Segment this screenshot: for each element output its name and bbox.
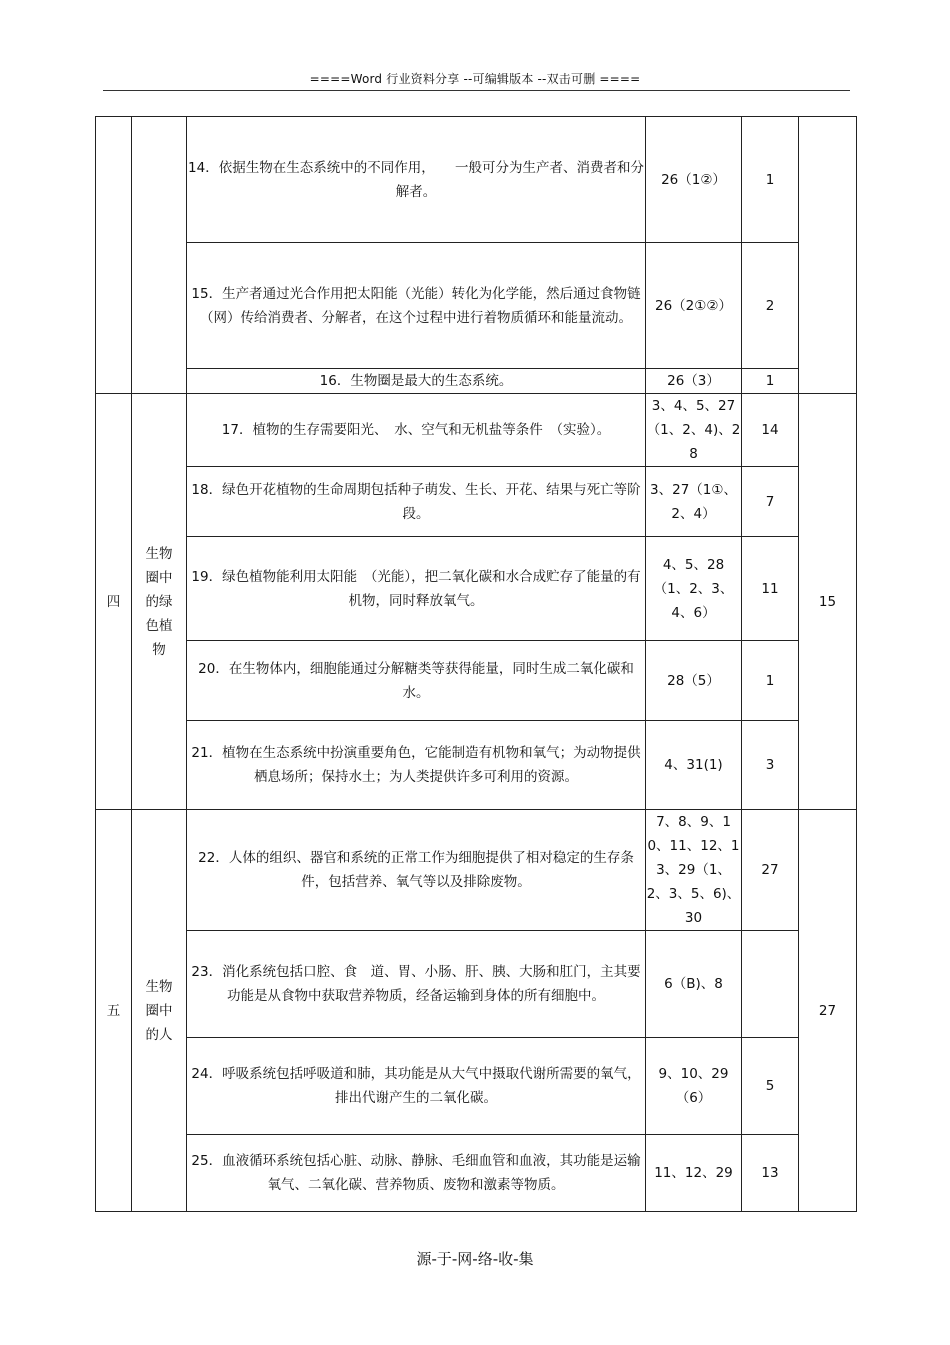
content-cell: 22．人体的组织、器官和系统的正常工作为细胞提供了相对稳定的生存条件，包括营养、氧气等以及排除废物。 xyxy=(187,810,646,931)
content-cell: 24．呼吸系统包括呼吸道和肺，其功能是从大气中摄取代谢所需要的氧气，排出代谢产生的二氧化碳。 xyxy=(187,1038,646,1135)
header-divider xyxy=(103,90,850,91)
unit-number-cell: 五 xyxy=(96,810,132,1212)
score-cell: 1 xyxy=(742,117,799,243)
content-cell: 16．生物圈是最大的生态系统。 xyxy=(187,369,646,394)
score-cell: 3 xyxy=(742,721,799,810)
content-cell: 20．在生物体内，细胞能通过分解糖类等获得能量，同时生成二氧化碳和水。 xyxy=(187,641,646,721)
unit-total-cell: 27 xyxy=(799,810,857,1212)
table-row xyxy=(96,1135,857,1212)
content-cell: 21．植物在生态系统中扮演重要角色，它能制造有机物和氧气；为动物提供栖息场所；保持水土；为人类提供许多可利用的资源。 xyxy=(187,721,646,810)
item-numbers-cell: 4、31(1) xyxy=(646,721,742,810)
item-numbers-cell: 3、4、5、27（1、2、4)、28 xyxy=(646,394,742,467)
item-numbers-cell: 11、12、29 xyxy=(646,1135,742,1212)
content-cell: 25．血液循环系统包括心脏、动脉、静脉、毛细血管和血液，其功能是运输氧气、二氧化碳、营养物质、废物和激素等物质。 xyxy=(187,1135,646,1212)
score-cell: 11 xyxy=(742,537,799,641)
table-row xyxy=(96,1038,857,1135)
table-row xyxy=(96,369,857,394)
page-header: ====Word 行业资料分享 --可编辑版本 --双击可删 ==== xyxy=(309,72,641,86)
unit-total-cell xyxy=(799,117,857,394)
score-cell: 7 xyxy=(742,467,799,537)
table-row xyxy=(96,537,857,641)
item-numbers-cell: 4、5、28（1、2、3、4、6） xyxy=(646,537,742,641)
score-cell: 1 xyxy=(742,369,799,394)
content-cell: 23．消化系统包括口腔、食 道、胃、小肠、肝、胰、大肠和肛门，主其要功能是从食物中获取营养物质，经备运输到身体的所有细胞中。 xyxy=(187,931,646,1038)
table-row xyxy=(96,810,857,931)
content-cell: 17．植物的生存需要阳光、 水、空气和无机盐等条件 （实验）。 xyxy=(187,394,646,467)
item-numbers-cell: 28（5） xyxy=(646,641,742,721)
table-row xyxy=(96,243,857,369)
score-cell: 14 xyxy=(742,394,799,467)
table-row xyxy=(96,641,857,721)
score-cell: 27 xyxy=(742,810,799,931)
item-numbers-cell: 26（3） xyxy=(646,369,742,394)
item-numbers-cell: 6（B)、8 xyxy=(646,931,742,1038)
score-cell: 1 xyxy=(742,641,799,721)
content-cell: 15．生产者通过光合作用把太阳能（光能）转化为化学能，然后通过食物链（网）传给消费者、分解者，在这个过程中进行着物质循环和能量流动。 xyxy=(187,243,646,369)
unit-number-cell: 四 xyxy=(96,394,132,810)
unit-number-cell xyxy=(96,117,132,394)
page-footer: 源-于-网-络-收-集 xyxy=(416,1250,534,1268)
item-numbers-cell: 9、10、29（6） xyxy=(646,1038,742,1135)
table-row xyxy=(96,721,857,810)
content-cell: 19．绿色植物能利用太阳能 （光能），把二氧化碳和水合成贮存了能量的有机物，同时释放氧气。 xyxy=(187,537,646,641)
unit-name-cell: 生物圈中的绿色植物 xyxy=(132,394,187,810)
table-row xyxy=(96,394,857,467)
item-numbers-cell: 7、8、9、10、11、12、13、29（1、2、3、5、6)、30 xyxy=(646,810,742,931)
item-numbers-cell: 26（2①②） xyxy=(646,243,742,369)
unit-name-cell: 生物圈中的人 xyxy=(132,810,187,1212)
score-cell: 5 xyxy=(742,1038,799,1135)
item-numbers-cell: 26（1②） xyxy=(646,117,742,243)
item-numbers-cell: 3、27（1①、2、4） xyxy=(646,467,742,537)
table-row xyxy=(96,931,857,1038)
content-cell: 14．依据生物在生态系统中的不同作用， 一般可分为生产者、消费者和分解者。 xyxy=(187,117,646,243)
table-row xyxy=(96,467,857,537)
score-cell: 2 xyxy=(742,243,799,369)
unit-total-cell: 15 xyxy=(799,394,857,810)
unit-name-cell xyxy=(132,117,187,394)
score-cell xyxy=(742,931,799,1038)
table-row xyxy=(96,117,857,243)
curriculum-table xyxy=(95,116,857,1212)
score-cell: 13 xyxy=(742,1135,799,1212)
content-cell: 18．绿色开花植物的生命周期包括种子萌发、生长、开花、结果与死亡等阶段。 xyxy=(187,467,646,537)
